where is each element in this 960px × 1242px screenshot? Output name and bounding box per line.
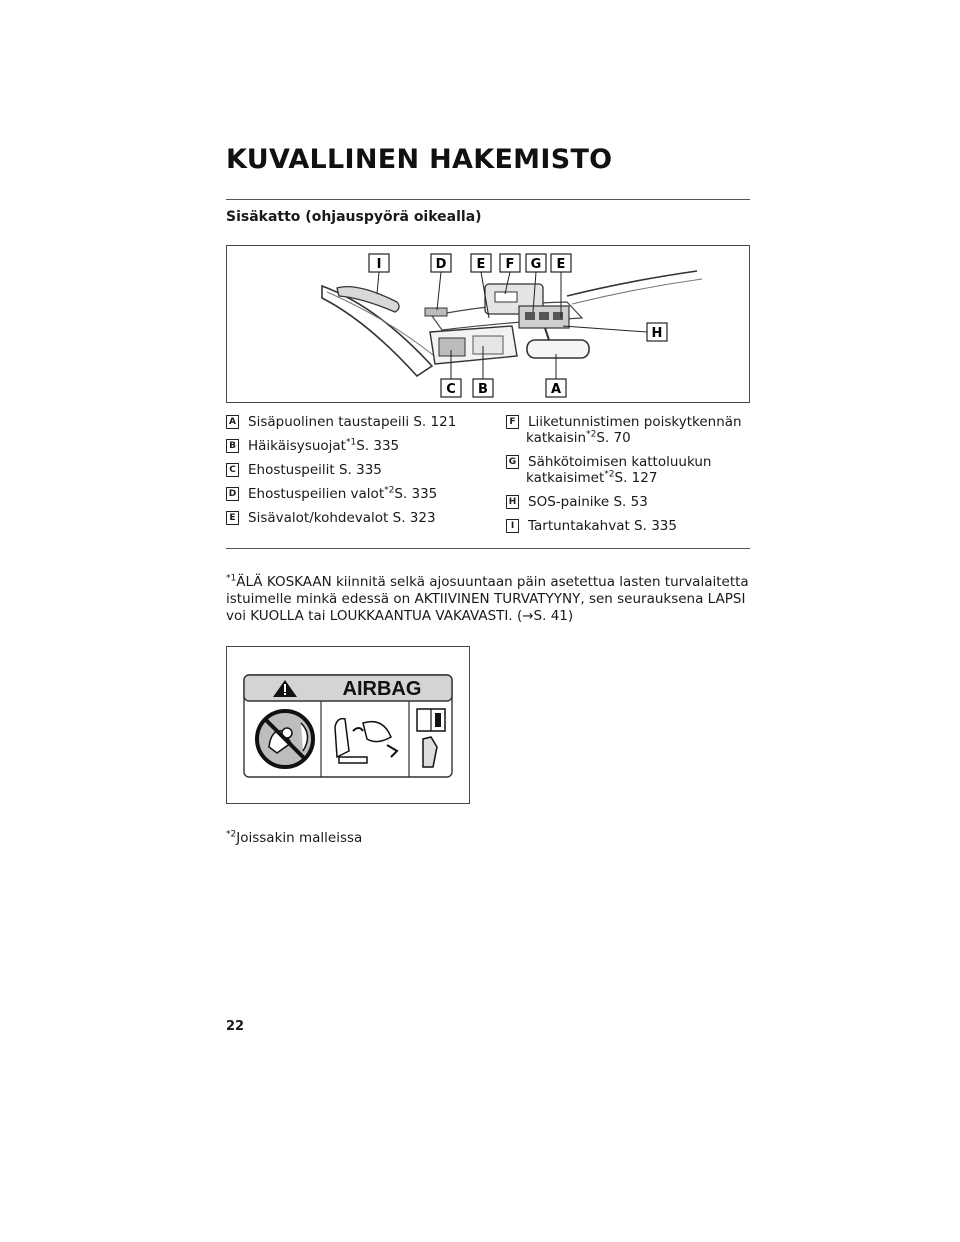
legend-key: C bbox=[226, 463, 239, 477]
legend-text: Tartuntakahvat S. 335 bbox=[528, 518, 677, 534]
footnote-ref: *2 bbox=[586, 429, 597, 440]
legend-item bbox=[506, 414, 750, 446]
legend-text: Liiketunnistimen poiskytkennän katkaisin bbox=[526, 414, 742, 446]
callout-f: F bbox=[505, 257, 515, 272]
legend-item bbox=[506, 518, 750, 534]
no-rear-facing-child-seat-icon bbox=[257, 711, 313, 767]
header-divider bbox=[226, 199, 750, 200]
legend-text: Sisäpuolinen taustapeili S. 121 bbox=[248, 414, 457, 430]
legend-key: A bbox=[226, 415, 239, 429]
callout-a: A bbox=[550, 382, 562, 397]
legend-key: F bbox=[506, 415, 519, 429]
callout-e-left: E bbox=[476, 257, 486, 272]
callout-h: H bbox=[651, 326, 663, 341]
callout-e-right: E bbox=[556, 257, 566, 272]
legend-item bbox=[226, 462, 488, 478]
overhead-console-illustration bbox=[227, 246, 749, 402]
section-divider bbox=[226, 548, 750, 549]
legend-key: D bbox=[226, 487, 239, 501]
legend-key: I bbox=[506, 519, 519, 533]
legend-page-ref: S. 127 bbox=[614, 470, 658, 486]
legend-item bbox=[226, 510, 488, 526]
footnote-1 bbox=[226, 574, 750, 625]
callout-b: B bbox=[478, 382, 488, 397]
airbag-warning-label-frame bbox=[226, 646, 470, 804]
footnote-ref: *2 bbox=[384, 485, 395, 496]
legend-key: E bbox=[226, 511, 239, 525]
legend-item bbox=[226, 414, 488, 430]
legend-right-column bbox=[506, 414, 750, 542]
legend-item bbox=[226, 486, 488, 502]
page-number: 22 bbox=[226, 1019, 245, 1034]
footnote-text: Joissakin malleissa bbox=[236, 830, 363, 846]
callout-c: C bbox=[446, 382, 456, 397]
legend-text: Ehostuspeilit S. 335 bbox=[248, 462, 382, 478]
section-title: Sisäkatto (ohjauspyörä oikealla) bbox=[226, 209, 482, 225]
callout-i: I bbox=[376, 257, 382, 272]
legend-left-column bbox=[226, 414, 488, 534]
legend-page-ref: S. 335 bbox=[356, 438, 400, 454]
legend-page-ref: S. 70 bbox=[596, 430, 631, 446]
page-title: KUVALLINEN HAKEMISTO bbox=[226, 144, 613, 175]
overhead-console-figure bbox=[226, 245, 750, 403]
legend-key: B bbox=[226, 439, 239, 453]
footnote-ref: *2 bbox=[604, 469, 615, 480]
legend-key: H bbox=[506, 495, 519, 509]
footnote-marker: *2 bbox=[226, 829, 237, 840]
legend-text: Sähkötoimisen kattoluukun katkaisimet bbox=[526, 454, 712, 486]
footnote-ref: *1 bbox=[345, 437, 357, 448]
footnote-text: ÄLÄ KOSKAAN kiinnitä selkä ajosuuntaan päin asetettua lasten turvalaitetta istuimelle minkä edessä on AKTIIVINEN TURVATYYNY, sen seurauksena LAPSI voi KUOLLA tai LOUKKAANTUA VAKAVASTI. (→S. 41) bbox=[226, 574, 749, 624]
legend-text: Häikäisysuojat bbox=[248, 438, 346, 454]
airbag-label-text: AIRBAG bbox=[342, 678, 422, 700]
legend-item bbox=[506, 454, 750, 486]
legend-text: Ehostuspeilien valot bbox=[248, 486, 385, 502]
legend-key: G bbox=[506, 455, 519, 469]
callout-g: G bbox=[530, 257, 542, 272]
legend-text: SOS-painike S. 53 bbox=[528, 494, 648, 510]
legend-item bbox=[506, 494, 750, 510]
legend-page-ref: S. 335 bbox=[394, 486, 438, 502]
footnote-2 bbox=[226, 830, 750, 847]
callout-d: D bbox=[435, 257, 447, 272]
legend-text: Sisävalot/kohdevalot S. 323 bbox=[248, 510, 436, 526]
footnote-marker: *1 bbox=[226, 573, 237, 584]
legend-item bbox=[226, 438, 488, 454]
airbag-warning-label bbox=[227, 647, 469, 803]
